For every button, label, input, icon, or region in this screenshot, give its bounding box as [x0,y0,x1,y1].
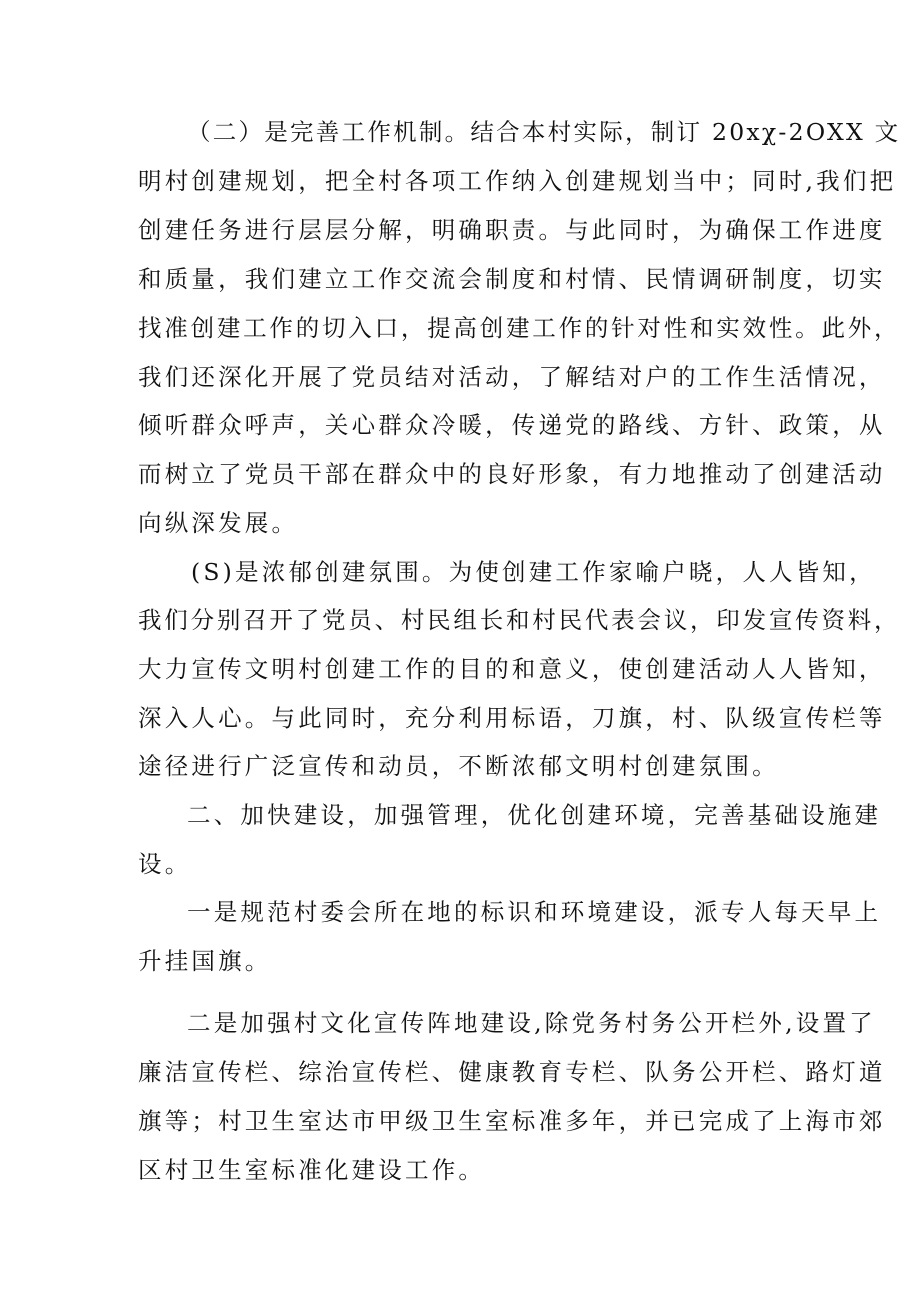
text-line: 我们分别召开了党员、村民组长和村民代表会议，印发宣传资料， [138,606,901,634]
text-line: 大力宣传文明村创建工作的目的和意义，使创建活动人人皆知， [138,655,886,683]
text-line: 旗等；村卫生室达市甲级卫生室标准多年，并已完成了上海市郊 [138,1107,886,1135]
text-line: 和质量，我们建立工作交流会制度和村情、民情调研制度，切实 [138,265,886,293]
text-line: 倾听群众呼声，关心群众冷暖，传递党的路线、方针、政策，从 [138,411,886,439]
text-line: 而树立了党员干部在群众中的良好形象，有力地推动了创建活动 [138,460,886,488]
text-line: 找准创建工作的切入口，提高创建工作的针对性和实效性。此外， [138,314,901,342]
text-line: 二、加快建设，加强管理，优化创建环境，完善基础设施建 [187,801,882,829]
text-line: 我们还深化开展了党员结对活动，了解结对户的工作生活情况， [138,363,886,391]
text-line: 区村卫生室标准化建设工作。 [138,1156,486,1184]
text-line: 一是规范村委会所在地的标识和环境建设，派专人每天早上 [187,898,882,926]
text-line: 深入人心。与此同时，充分利用标语，刀旗，村、队级宣传栏等 [138,704,886,732]
text-line: 设。 [138,850,192,878]
text-line: 途径进行广泛宣传和动员，不断浓郁文明村创建氛围。 [138,752,779,780]
text-line: 创建任务进行层层分解，明确职责。与此同时，为确保工作进度 [138,216,886,244]
text-line: 明村创建规划，把全村各项工作纳入创建规划当中；同时,我们把 [138,167,897,195]
text-line: (S)是浓郁创建氛围。为使创建工作家喻户晓，人人皆知， [191,558,876,586]
text-line: 向纵深发展。 [138,509,299,537]
text-line: 廉洁宣传栏、综治宣传栏、健康教育专栏、队务公开栏、路灯道 [138,1058,886,1086]
text-line: 升挂国旗。 [138,947,272,975]
text-line: 二是加强村文化宣传阵地建设,除党务村务公开栏外,设置了 [187,1009,876,1037]
text-line: （二）是完善工作机制。结合本村实际，制订 20xχ-2OXX 文 [187,118,901,146]
